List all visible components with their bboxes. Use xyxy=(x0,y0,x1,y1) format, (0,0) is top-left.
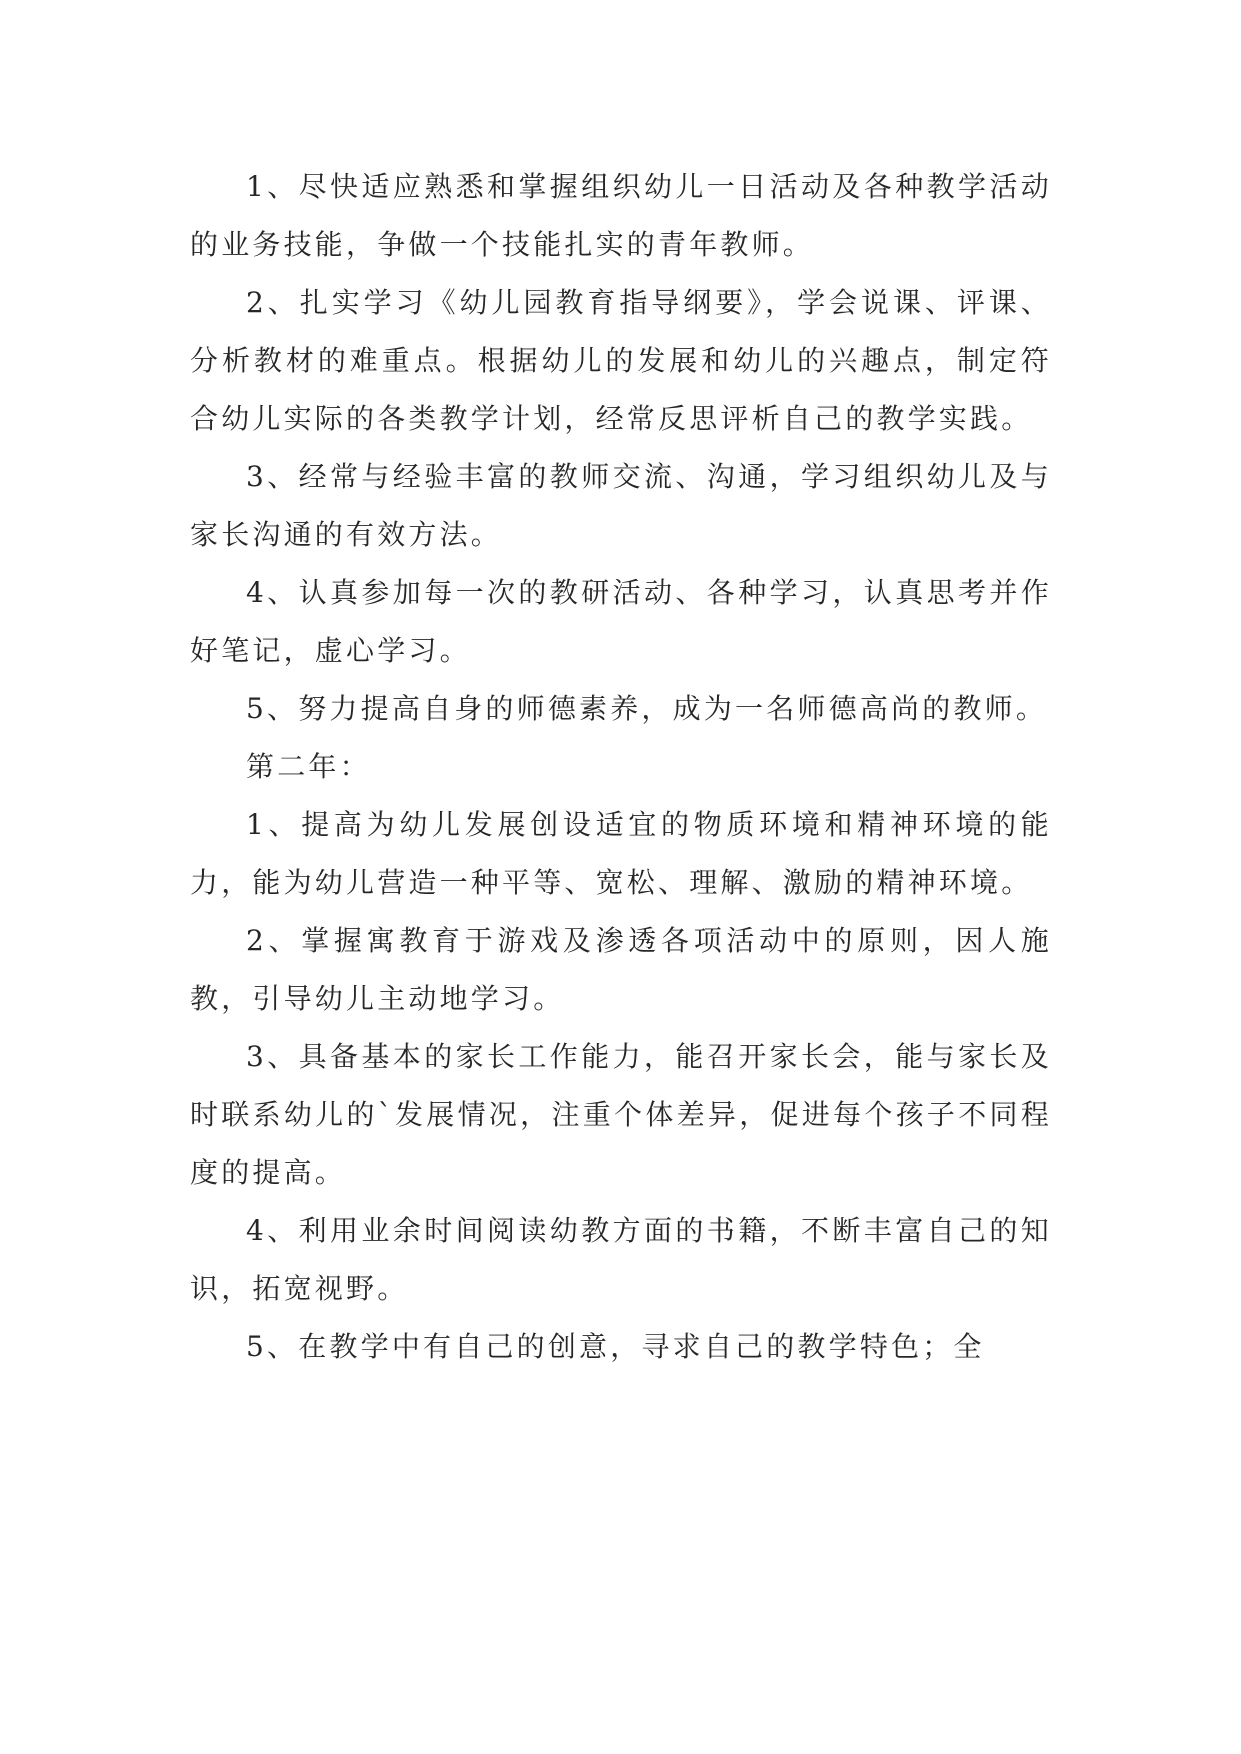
paragraph-year2-item-2: 2、掌握寓教育于游戏及渗透各项活动中的原则，因人施教，引导幼儿主动地学习。 xyxy=(190,924,1052,1015)
paragraph-year1-item-2: 2、扎实学习《幼儿园教育指导纲要》，学会说课、评课、分析教材的难重点。根据幼儿的发展和幼儿的兴趣点，制定符合幼儿实际的各类教学计划，经常反思评析自己的教学实践。 xyxy=(190,286,1052,435)
paragraph-year2-item-1: 1、提高为幼儿发展创设适宜的物质环境和精神环境的能力，能为幼儿营造一种平等、宽松、理解、激励的精神环境。 xyxy=(190,808,1052,899)
paragraph-year1-item-5: 5、努力提高自身的师德素养，成为一名师德高尚的教师。 xyxy=(246,692,1048,725)
section-heading-year2: 第二年： xyxy=(246,750,371,783)
paragraph-year1-item-1: 1、尽快适应熟悉和掌握组织幼儿一日活动及各种教学活动的业务技能，争做一个技能扎实的青年教师。 xyxy=(190,170,1052,261)
paragraph-year2-item-3: 3、具备基本的家长工作能力，能召开家长会，能与家长及时联系幼儿的`发展情况，注重个体差异，促进每个孩子不同程度的提高。 xyxy=(190,1040,1052,1189)
paragraph-year1-item-3: 3、经常与经验丰富的教师交流、沟通，学习组织幼儿及与家长沟通的有效方法。 xyxy=(190,460,1052,551)
paragraph-year2-item-4: 4、利用业余时间阅读幼教方面的书籍，不断丰富自己的知识，拓宽视野。 xyxy=(190,1214,1052,1305)
paragraph-year2-item-5: 5、在教学中有自己的创意，寻求自己的教学特色；全 xyxy=(246,1330,985,1363)
paragraph-year1-item-4: 4、认真参加每一次的教研活动、各种学习，认真思考并作好笔记，虚心学习。 xyxy=(190,576,1052,667)
document-body xyxy=(190,158,1052,1376)
